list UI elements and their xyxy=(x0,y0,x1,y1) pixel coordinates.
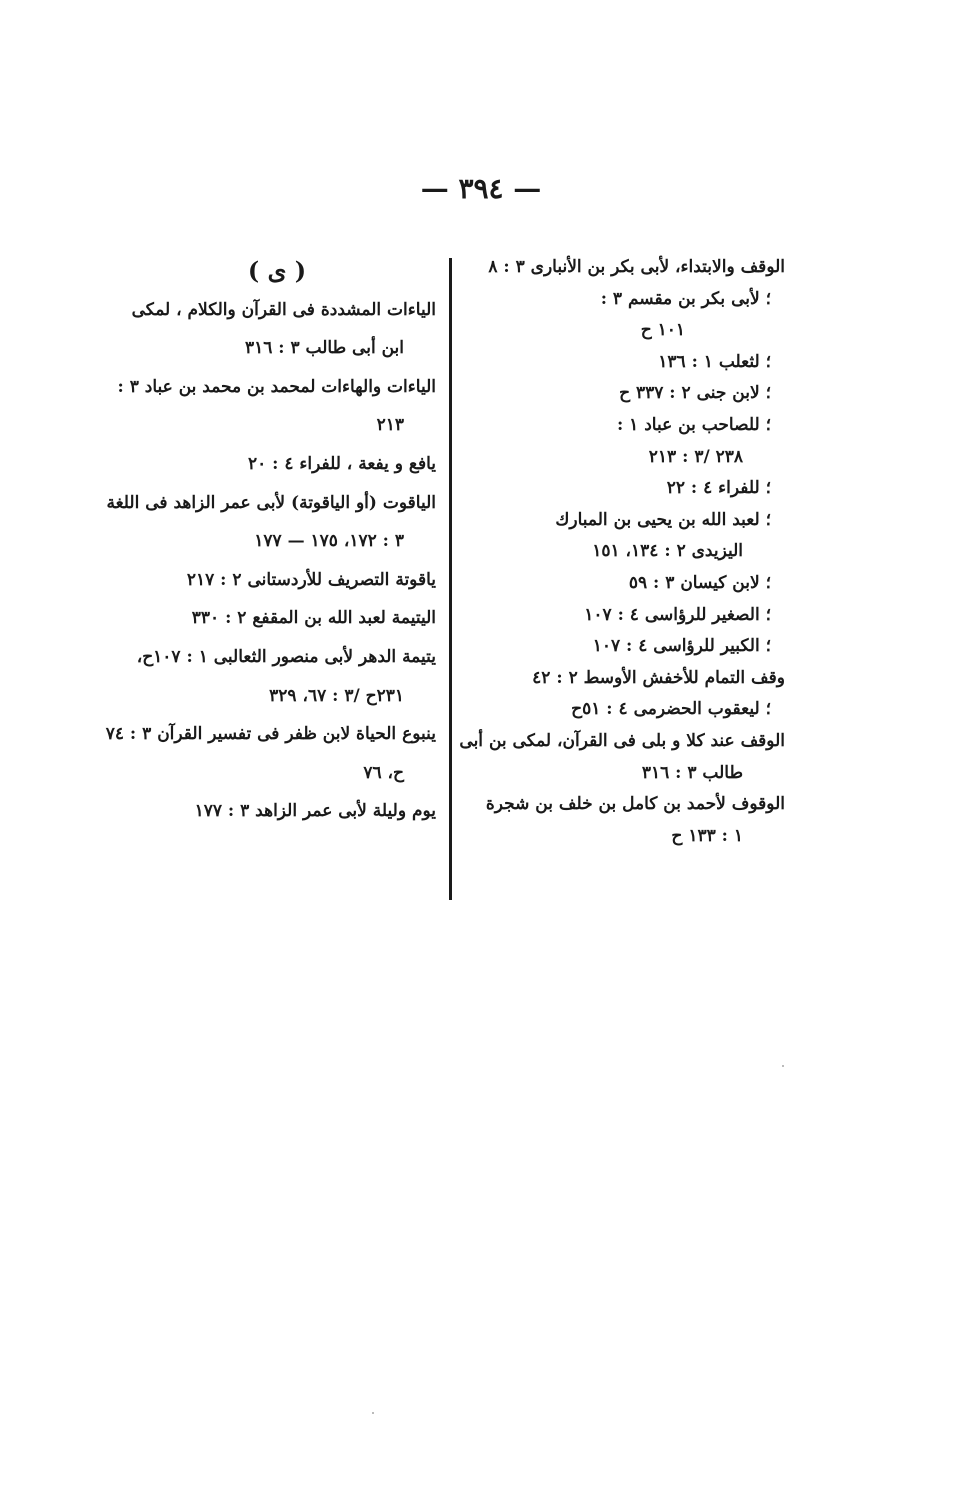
index-entry: ؛ لابن كيسان ٣ : ٥٩ xyxy=(628,572,771,593)
column-divider xyxy=(449,258,452,900)
index-entry: الياقوت (أو الياقوتة) لأبى عمر الزاهد فى اللغة xyxy=(106,492,436,513)
index-entry: وقف التمام للأخفش الأوسط ٢ : ٤٢ xyxy=(532,667,785,688)
index-entry: ٢٣٨ /٣ : ٢١٣ xyxy=(648,446,743,467)
index-entry: ؛ الكبير للرؤاسى ٤ : ١٠٧ xyxy=(592,636,771,657)
index-entry: يافع و يفعة ، للفراء ٤ : ٢٠ xyxy=(247,453,436,474)
index-entry: طالب ٣ : ٣١٦ xyxy=(641,762,743,783)
index-entry: ١٠١ ح xyxy=(640,320,685,341)
index-entry: الوقف والابتداء، لأبى بكر بن الأنبارى ٣ : ٨ xyxy=(488,257,785,277)
index-entry: ؛ الصغير للرؤاسى ٤ : ١٠٧ xyxy=(584,604,771,625)
index-entry: ياقوتة التصريف للأردستانى ٢ : ٢١٧ xyxy=(186,569,436,590)
index-entry: ؛ لعبد الله بن يحيى بن المبارك xyxy=(555,509,771,530)
index-entry: ابن أبى طالب ٣ : ٣١٦ xyxy=(244,338,404,359)
index-entry: اليزيدى ٢ : ١٣٤، ١٥١ xyxy=(592,541,743,562)
scan-speck xyxy=(372,1412,374,1414)
index-entry: الوقف عند كلا و بلى فى القرآن، لمكى بن أبى xyxy=(459,730,785,751)
index-entry: ح، ٧٦ xyxy=(363,762,404,783)
index-entry: ١ : ١٣٣ ح xyxy=(671,825,743,846)
index-entry: ؛ ليعقوب الحضرمى ٤ : ٥١ح xyxy=(571,699,771,720)
index-entry: ؛ لأبى بكر بن مقسم ٣ : xyxy=(600,288,771,309)
index-entry: ٢١٣ xyxy=(376,415,404,436)
index-entry: ٣ : ١٧٢، ١٧٥ — ١٧٧ xyxy=(254,531,404,552)
index-entry: اليتيمة لعبد الله بن المقفع ٢ : ٣٣٠ xyxy=(191,608,436,629)
index-entry: الياءات والهاءات لمحمد بن محمد بن عباد ٣ : xyxy=(117,376,436,397)
index-entry: الوقوف لأحمد بن كامل بن خلف بن شجرة xyxy=(485,794,785,815)
index-column-right xyxy=(459,252,785,852)
index-entry: ينبوع الحياة لابن ظفر فى تفسير القرآن ٣ : ٧٤ xyxy=(105,724,436,745)
index-entry: ؛ لثعلب ١ : ١٣٦ xyxy=(658,351,771,372)
index-entry: ٢٣١ح /٣ : ٦٧، ٣٢٩ xyxy=(269,685,404,706)
index-entry: الياءات المشددة فى القرآن والكلام ، لمكى xyxy=(131,299,436,320)
index-entry: يوم وليلة لأبى عمر الزاهد ٣ : ١٧٧ xyxy=(194,801,436,822)
index-entry: ؛ للفراء ٤ : ٢٢ xyxy=(666,478,771,499)
page-number: — ٣٩٤ — xyxy=(420,172,542,205)
index-column-left xyxy=(105,252,436,831)
section-heading: ( ى ) xyxy=(247,256,307,285)
index-entry: ؛ لابن جنى ٢ : ٣٣٧ ح xyxy=(619,383,771,404)
index-entry: ؛ للصاحب بن عباد ١ : xyxy=(616,414,771,435)
index-entry: يتيمة الدهر لأبى منصور الثعالبى ١ : ١٠٧ح، xyxy=(136,646,436,667)
scan-speck xyxy=(782,1065,784,1067)
